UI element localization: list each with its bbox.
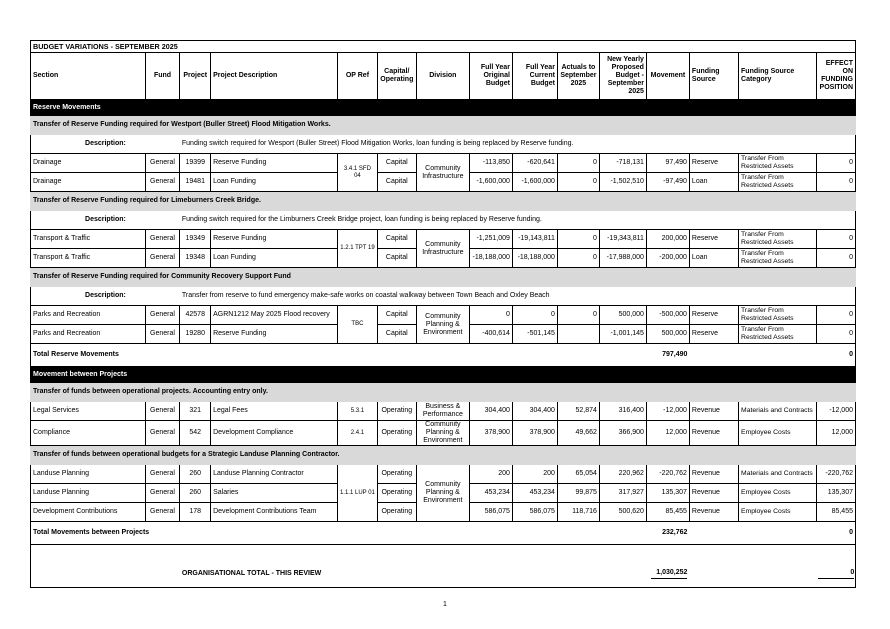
group-heading-row — [31, 116, 856, 135]
cell-fy-current: -18,188,000 — [512, 249, 557, 268]
cell-project: 260 — [180, 465, 211, 484]
header-project: Project — [180, 53, 211, 100]
cell-fy-original: 453,234 — [469, 484, 512, 503]
section-heading-row — [31, 367, 856, 383]
cell-funding-source-category: Transfer From Restricted Assets — [739, 154, 817, 173]
header-section: Section — [31, 53, 146, 100]
cell-project-description: Development Contributions Team — [211, 503, 338, 522]
cell-capital-operating: Operating — [377, 503, 416, 522]
cell-funding-source: Revenue — [689, 503, 738, 522]
cell-division: Business & Performance — [416, 402, 469, 421]
cell-movement: -12,000 — [646, 402, 689, 421]
cell-fy-current: -19,143,811 — [512, 230, 557, 249]
cell-new-yearly: 220,962 — [599, 465, 646, 484]
grand-total-gap — [689, 561, 816, 588]
cell-fy-current: -1,600,000 — [512, 173, 557, 192]
cell-project-description: AGRN1212 May 2025 Flood recovery — [211, 306, 338, 325]
cell-fund: General — [145, 325, 180, 344]
cell-fy-original: -18,188,000 — [469, 249, 512, 268]
total-movement: 797,490 — [646, 344, 689, 367]
group-heading: Transfer of funds between operational projects. Accounting entry only. — [31, 383, 856, 402]
grand-total-effect-cell — [816, 561, 855, 588]
grand-total-movement-cell — [646, 561, 689, 588]
table-row — [31, 306, 856, 325]
cell-funding-source-category: Transfer From Restricted Assets — [739, 306, 817, 325]
description-text: Transfer from reserve to fund emergency make-safe works on coastal walkway between Town Beach and Oxley Beach — [181, 292, 550, 299]
cell-capital-operating: Capital — [377, 173, 416, 192]
cell-actuals: 0 — [557, 173, 599, 192]
cell-funding-source: Revenue — [689, 465, 738, 484]
group-heading-row — [31, 268, 856, 287]
header-funding-source-category: Funding Source Category — [739, 53, 817, 100]
spacer-cell — [31, 545, 856, 562]
cell-section: Compliance — [31, 421, 146, 446]
header-fund: Fund — [145, 53, 180, 100]
cell-funding-source-category: Employee Costs — [739, 421, 817, 446]
header-fy-original: Full Year Original Budget — [469, 53, 512, 100]
cell-movement: 135,307 — [646, 484, 689, 503]
cell-new-yearly: -19,343,811 — [599, 230, 646, 249]
cell-funding-source-category: Materials and Contracts — [739, 465, 817, 484]
table-row — [31, 465, 856, 484]
cell-section: Legal Services — [31, 402, 146, 421]
cell-project-description: Salaries — [211, 484, 338, 503]
cell-movement: -500,000 — [646, 306, 689, 325]
cell-op-ref: 2.4.1 — [337, 421, 377, 446]
cell-project: 19481 — [180, 173, 211, 192]
total-row — [31, 344, 856, 367]
cell-division: Community Planning & Environment — [416, 306, 469, 344]
page-number: 1 — [443, 601, 447, 608]
cell-funding-source-category: Employee Costs — [739, 484, 817, 503]
cell-capital-operating: Capital — [377, 154, 416, 173]
cell-funding-source: Reserve — [689, 325, 738, 344]
cell-effect: 0 — [816, 230, 855, 249]
grand-total-label: ORGANISATIONAL TOTAL - THIS REVIEW — [180, 561, 647, 588]
description-row — [31, 287, 856, 306]
total-blank — [689, 344, 816, 367]
cell-movement: 85,455 — [646, 503, 689, 522]
cell-fy-original: 586,075 — [469, 503, 512, 522]
cell-division: Community Planning & Environment — [416, 421, 469, 446]
cell-fy-original: -113,850 — [469, 154, 512, 173]
cell-division: Community Infrastructure — [416, 230, 469, 268]
cell-actuals: 65,054 — [557, 465, 599, 484]
cell-fy-original: 378,900 — [469, 421, 512, 446]
cell-funding-source-category: Transfer From Restricted Assets — [739, 325, 817, 344]
description-row — [31, 211, 856, 230]
cell-fund: General — [145, 465, 180, 484]
cell-fund: General — [145, 503, 180, 522]
description-label: Description: — [85, 216, 126, 223]
cell-capital-operating: Operating — [377, 484, 416, 503]
cell-capital-operating: Capital — [377, 306, 416, 325]
grand-total-effect: 0 — [818, 569, 854, 579]
group-heading-row — [31, 192, 856, 211]
header-project-description: Project Description — [211, 53, 338, 100]
description-row — [31, 135, 856, 154]
cell-project: 260 — [180, 484, 211, 503]
cell-effect: 85,455 — [816, 503, 855, 522]
cell-fund: General — [145, 230, 180, 249]
cell-section: Landuse Planning — [31, 465, 146, 484]
cell-op-ref: 3.4.1 SFD 04 — [337, 154, 377, 192]
cell-funding-source: Revenue — [689, 484, 738, 503]
grand-total-row — [31, 561, 856, 588]
cell-fy-current: 378,900 — [512, 421, 557, 446]
header-new-yearly: New Yearly Proposed Budget - September 2025 — [599, 53, 646, 100]
cell-op-ref: 1.2.1 TPT 19 — [337, 230, 377, 268]
cell-movement: -200,000 — [646, 249, 689, 268]
cell-effect: 0 — [816, 173, 855, 192]
group-heading: Transfer of Reserve Funding required for Westport (Buller Street) Flood Mitigation Works. — [31, 116, 856, 135]
cell-project-description: Loan Funding — [211, 173, 338, 192]
total-blank — [689, 522, 816, 545]
cell-op-ref: TBC — [337, 306, 377, 344]
cell-division: Community Infrastructure — [416, 154, 469, 192]
cell-actuals: 0 — [557, 249, 599, 268]
table-row — [31, 402, 856, 421]
cell-project: 178 — [180, 503, 211, 522]
table-row — [31, 421, 856, 446]
group-heading: Transfer of Reserve Funding required for Limeburners Creek Bridge. — [31, 192, 856, 211]
cell-funding-source: Revenue — [689, 402, 738, 421]
cell-fund: General — [145, 421, 180, 446]
cell-fy-current: 586,075 — [512, 503, 557, 522]
cell-fy-original: -1,251,009 — [469, 230, 512, 249]
cell-project-description: Reserve Funding — [211, 154, 338, 173]
cell-project-description: Reserve Funding — [211, 325, 338, 344]
cell-fy-current: 0 — [512, 306, 557, 325]
cell-project: 19399 — [180, 154, 211, 173]
grand-total-blank — [31, 561, 180, 588]
cell-new-yearly: -1,001,145 — [599, 325, 646, 344]
cell-funding-source: Loan — [689, 249, 738, 268]
cell-effect: 0 — [816, 325, 855, 344]
cell-capital-operating: Capital — [377, 249, 416, 268]
cell-actuals: 0 — [557, 154, 599, 173]
cell-movement: 97,490 — [646, 154, 689, 173]
cell-funding-source: Loan — [689, 173, 738, 192]
cell-movement: 500,000 — [646, 325, 689, 344]
cell-project: 19348 — [180, 249, 211, 268]
total-effect: 0 — [816, 344, 855, 367]
cell-op-ref: 1.1.1 LUP 01 — [337, 465, 377, 522]
cell-project-description: Development Compliance — [211, 421, 338, 446]
table-row — [31, 230, 856, 249]
total-label: Total Movements between Projects — [31, 522, 647, 545]
cell-movement: 200,000 — [646, 230, 689, 249]
cell-movement: -220,762 — [646, 465, 689, 484]
cell-capital-operating: Capital — [377, 325, 416, 344]
header-row — [31, 53, 856, 100]
cell-new-yearly: -17,988,000 — [599, 249, 646, 268]
cell-effect: 0 — [816, 249, 855, 268]
header-fy-current: Full Year Current Budget — [512, 53, 557, 100]
cell-actuals: 0 — [557, 306, 599, 325]
cell-funding-source-category: Materials and Contracts — [739, 402, 817, 421]
total-effect: 0 — [816, 522, 855, 545]
cell-funding-source-category: Transfer From Restricted Assets — [739, 173, 817, 192]
cell-new-yearly: 317,927 — [599, 484, 646, 503]
group-heading: Transfer of funds between operational budgets for a Strategic Landuse Planning Contractor. — [31, 446, 856, 465]
cell-actuals: 99,875 — [557, 484, 599, 503]
cell-fy-original: 304,400 — [469, 402, 512, 421]
grand-total-movement: 1,030,252 — [651, 569, 687, 579]
total-movement: 232,762 — [646, 522, 689, 545]
cell-capital-operating: Operating — [377, 421, 416, 446]
table-row — [31, 154, 856, 173]
cell-fy-current: -501,145 — [512, 325, 557, 344]
cell-movement: 12,000 — [646, 421, 689, 446]
cell-project: 321 — [180, 402, 211, 421]
cell-fund: General — [145, 306, 180, 325]
cell-fy-current: 304,400 — [512, 402, 557, 421]
cell-section: Parks and Recreation — [31, 325, 146, 344]
cell-funding-source: Revenue — [689, 421, 738, 446]
cell-funding-source-category: Transfer From Restricted Assets — [739, 230, 817, 249]
section-heading-row — [31, 100, 856, 116]
cell-actuals: 49,662 — [557, 421, 599, 446]
header-movement: Movement — [646, 53, 689, 100]
cell-project-description: Loan Funding — [211, 249, 338, 268]
cell-fy-original: 200 — [469, 465, 512, 484]
header-funding-source: Funding Source — [689, 53, 738, 100]
budget-variations-table — [30, 40, 856, 588]
cell-fund: General — [145, 154, 180, 173]
budget-variations-page — [30, 40, 856, 588]
cell-new-yearly: 500,000 — [599, 306, 646, 325]
cell-actuals: 0 — [557, 230, 599, 249]
cell-actuals: 118,716 — [557, 503, 599, 522]
cell-op-ref: 5.3.1 — [337, 402, 377, 421]
cell-funding-source: Reserve — [689, 154, 738, 173]
cell-fy-original: -400,614 — [469, 325, 512, 344]
cell-project: 19349 — [180, 230, 211, 249]
spacer-row — [31, 545, 856, 562]
cell-fund: General — [145, 484, 180, 503]
cell-funding-source-category: Employee Costs — [739, 503, 817, 522]
cell-effect: 12,000 — [816, 421, 855, 446]
header-actuals: Actuals to September 2025 — [557, 53, 599, 100]
cell-new-yearly: -1,502,510 — [599, 173, 646, 192]
cell-project-description: Legal Fees — [211, 402, 338, 421]
cell-effect: 0 — [816, 154, 855, 173]
header-op-ref: OP Ref — [337, 53, 377, 100]
cell-fy-original: 0 — [469, 306, 512, 325]
cell-capital-operating: Capital — [377, 230, 416, 249]
cell-fund: General — [145, 402, 180, 421]
cell-section: Drainage — [31, 154, 146, 173]
group-heading: Transfer of Reserve Funding required for Community Recovery Support Fund — [31, 268, 856, 287]
report-title: BUDGET VARIATIONS - SEPTEMBER 2025 — [31, 41, 856, 53]
total-row — [31, 522, 856, 545]
description-label: Description: — [85, 140, 126, 147]
section-heading: Reserve Movements — [31, 100, 856, 116]
cell-new-yearly: 500,620 — [599, 503, 646, 522]
cell-capital-operating: Operating — [377, 465, 416, 484]
cell-funding-source-category: Transfer From Restricted Assets — [739, 249, 817, 268]
cell-project-description: Reserve Funding — [211, 230, 338, 249]
cell-effect: -220,762 — [816, 465, 855, 484]
cell-project: 19280 — [180, 325, 211, 344]
cell-movement: -97,490 — [646, 173, 689, 192]
header-effect: EFFECT ON FUNDING POSITION — [816, 53, 855, 100]
description-text: Funding switch required for the Limburners Creek Bridge project, loan funding is being replaced by Reserve funding. — [181, 216, 542, 223]
cell-effect: 135,307 — [816, 484, 855, 503]
cell-actuals: 52,874 — [557, 402, 599, 421]
total-label: Total Reserve Movements — [31, 344, 647, 367]
cell-fy-current: 200 — [512, 465, 557, 484]
cell-funding-source: Reserve — [689, 230, 738, 249]
cell-project-description: Landuse Planning Contractor — [211, 465, 338, 484]
group-heading-row — [31, 383, 856, 402]
cell-fy-original: -1,600,000 — [469, 173, 512, 192]
cell-fund: General — [145, 173, 180, 192]
header-division: Division — [416, 53, 469, 100]
cell-division: Community Planning & Environment — [416, 465, 469, 522]
cell-section: Transport & Traffic — [31, 230, 146, 249]
cell-effect: 0 — [816, 306, 855, 325]
cell-section: Drainage — [31, 173, 146, 192]
cell-new-yearly: 366,900 — [599, 421, 646, 446]
description-label: Description: — [85, 292, 126, 299]
cell-fund: General — [145, 249, 180, 268]
cell-new-yearly: 316,400 — [599, 402, 646, 421]
header-capital-operating: Capital/ Operating — [377, 53, 416, 100]
cell-project: 42578 — [180, 306, 211, 325]
cell-section: Transport & Traffic — [31, 249, 146, 268]
cell-fy-current: -620,641 — [512, 154, 557, 173]
cell-fy-current: 453,234 — [512, 484, 557, 503]
cell-funding-source: Reserve — [689, 306, 738, 325]
cell-section: Parks and Recreation — [31, 306, 146, 325]
cell-capital-operating: Operating — [377, 402, 416, 421]
cell-project: 542 — [180, 421, 211, 446]
description-text: Funding switch required for Wesport (Buller Street) Flood Mitigation Works, loan funding is being replaced by Reserve funding. — [181, 140, 574, 147]
cell-effect: -12,000 — [816, 402, 855, 421]
cell-new-yearly: -718,131 — [599, 154, 646, 173]
cell-section: Landuse Planning — [31, 484, 146, 503]
cell-section: Development Contributions — [31, 503, 146, 522]
group-heading-row — [31, 446, 856, 465]
cell-actuals — [557, 325, 599, 344]
section-heading: Movement between Projects — [31, 367, 856, 383]
